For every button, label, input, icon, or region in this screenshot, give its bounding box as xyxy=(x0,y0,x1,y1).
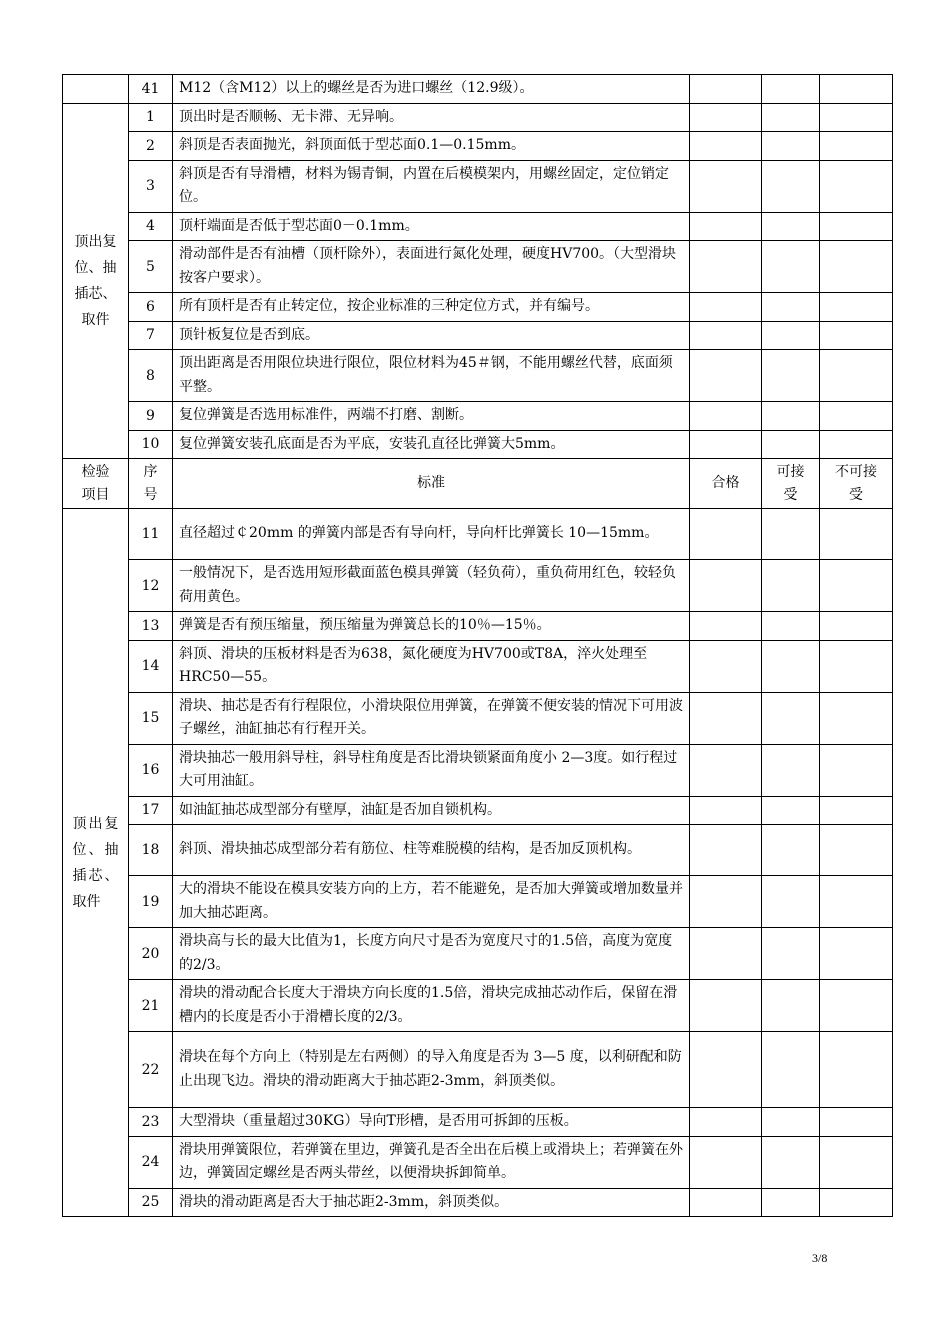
standard-text: 滑块高与长的最大比值为1，长度方向尺寸是否为宽度尺寸的1.5倍，高度为宽度的2/3。 xyxy=(173,928,690,980)
standard-text: 滑块在每个方向上（特别是左右两侧）的导入角度是否为 3—5 度，以利研配和防止出现飞边。滑块的滑动距离大于抽芯距2-3mm，斜顶类似。 xyxy=(173,1032,690,1108)
pass-checkbox-cell[interactable] xyxy=(690,241,762,293)
acceptable-checkbox-cell[interactable] xyxy=(762,350,820,402)
pass-checkbox-cell[interactable] xyxy=(690,640,762,692)
table-row xyxy=(63,160,893,212)
row-number: 8 xyxy=(129,350,173,402)
pass-checkbox-cell[interactable] xyxy=(690,928,762,980)
row-number: 18 xyxy=(129,825,173,876)
acceptable-checkbox-cell[interactable] xyxy=(762,293,820,322)
standard-text: 复位弹簧是否选用标准件，两端不打磨、割断。 xyxy=(173,402,690,431)
standard-text: 顶针板复位是否到底。 xyxy=(173,321,690,350)
unacceptable-checkbox-cell[interactable] xyxy=(820,321,893,350)
table-row xyxy=(63,928,893,980)
acceptable-checkbox-cell[interactable] xyxy=(762,1108,820,1137)
standard-text: 滑块、抽芯是否有行程限位，小滑块限位用弹簧，在弹簧不便安装的情况下可用波子螺丝，油缸抽芯有行程开关。 xyxy=(173,692,690,744)
unacceptable-checkbox-cell[interactable] xyxy=(820,1136,893,1188)
pass-checkbox-cell[interactable] xyxy=(690,402,762,431)
unacceptable-checkbox-cell[interactable] xyxy=(820,612,893,641)
acceptable-checkbox-cell[interactable] xyxy=(762,132,820,161)
table-header-row xyxy=(63,459,893,509)
inspection-item-cell xyxy=(63,509,129,1217)
unacceptable-checkbox-cell[interactable] xyxy=(820,132,893,161)
acceptable-checkbox-cell[interactable] xyxy=(762,876,820,928)
row-number: 6 xyxy=(129,293,173,322)
pass-checkbox-cell[interactable] xyxy=(690,825,762,876)
table-row xyxy=(63,350,893,402)
header-unacceptable-label: 不可接受 xyxy=(835,463,877,503)
header-pass-label: 合格 xyxy=(711,475,740,491)
row-number: 2 xyxy=(129,132,173,161)
row-number: 23 xyxy=(129,1108,173,1137)
pass-checkbox-cell[interactable] xyxy=(690,350,762,402)
standard-text: 大型滑块（重量超过30KG）导向T形槽，是否用可拆卸的压板。 xyxy=(173,1108,690,1137)
standard-text: M12（含M12）以上的螺丝是否为进口螺丝（12.9级）。 xyxy=(173,75,690,104)
standard-text: 一般情况下，是否选用短形截面蓝色模具弹簧（轻负荷），重负荷用红色，较轻负荷用黄色。 xyxy=(173,560,690,612)
acceptable-checkbox-cell[interactable] xyxy=(762,1188,820,1217)
pass-checkbox-cell[interactable] xyxy=(690,132,762,161)
row-number: 17 xyxy=(129,796,173,825)
pass-checkbox-cell[interactable] xyxy=(690,75,762,104)
acceptable-checkbox-cell[interactable] xyxy=(762,430,820,459)
header-pass xyxy=(690,459,762,509)
standard-text: 滑块用弹簧限位，若弹簧在里边，弹簧孔是否全出在后模上或滑块上；若弹簧在外边，弹簧固定螺丝是否两头带丝，以便滑块拆卸简单。 xyxy=(173,1136,690,1188)
pass-checkbox-cell[interactable] xyxy=(690,560,762,612)
row-number: 25 xyxy=(129,1188,173,1217)
acceptable-checkbox-cell[interactable] xyxy=(762,980,820,1032)
pass-checkbox-cell[interactable] xyxy=(690,876,762,928)
standard-text: 斜顶、滑块抽芯成型部分若有筋位、柱等难脱模的结构，是否加反顶机构。 xyxy=(173,825,690,876)
standard-text: 顶出距离是否用限位块进行限位，限位材料为45＃钢，不能用螺丝代替，底面须平整。 xyxy=(173,350,690,402)
standard-text: 顶杆端面是否低于型芯面0－0.1mm。 xyxy=(173,212,690,241)
unacceptable-checkbox-cell[interactable] xyxy=(820,1188,893,1217)
table-row xyxy=(63,241,893,293)
acceptable-checkbox-cell[interactable] xyxy=(762,1032,820,1108)
row-number: 5 xyxy=(129,241,173,293)
unacceptable-checkbox-cell[interactable] xyxy=(820,560,893,612)
table-row xyxy=(63,212,893,241)
standard-text: 弹簧是否有预压缩量，预压缩量为弹簧总长的10％—15％。 xyxy=(173,612,690,641)
pass-checkbox-cell[interactable] xyxy=(690,212,762,241)
pass-checkbox-cell[interactable] xyxy=(690,980,762,1032)
table-row xyxy=(63,796,893,825)
row-number: 22 xyxy=(129,1032,173,1108)
acceptable-checkbox-cell[interactable] xyxy=(762,241,820,293)
acceptable-checkbox-cell[interactable] xyxy=(762,560,820,612)
table-row xyxy=(63,103,893,132)
table-row xyxy=(63,1188,893,1217)
pass-checkbox-cell[interactable] xyxy=(690,1188,762,1217)
table-row xyxy=(63,293,893,322)
table-row xyxy=(63,612,893,641)
table-row xyxy=(63,321,893,350)
pass-checkbox-cell[interactable] xyxy=(690,509,762,560)
row-number: 24 xyxy=(129,1136,173,1188)
row-number: 14 xyxy=(129,640,173,692)
pass-checkbox-cell[interactable] xyxy=(690,1032,762,1108)
inspection-item-cell xyxy=(63,103,129,459)
unacceptable-checkbox-cell[interactable] xyxy=(820,928,893,980)
unacceptable-checkbox-cell[interactable] xyxy=(820,1108,893,1137)
pass-checkbox-cell[interactable] xyxy=(690,160,762,212)
standard-text: 大的滑块不能设在模具安装方向的上方，若不能避免，是否加大弹簧或增加数量并加大抽芯距离。 xyxy=(173,876,690,928)
inspection-item-cell xyxy=(63,75,129,104)
unacceptable-checkbox-cell[interactable] xyxy=(820,825,893,876)
pass-checkbox-cell[interactable] xyxy=(690,796,762,825)
table-row xyxy=(63,75,893,104)
pass-checkbox-cell[interactable] xyxy=(690,1108,762,1137)
row-number: 11 xyxy=(129,509,173,560)
row-number: 41 xyxy=(129,75,173,104)
acceptable-checkbox-cell[interactable] xyxy=(762,612,820,641)
header-standard-label: 标准 xyxy=(417,475,445,491)
unacceptable-checkbox-cell[interactable] xyxy=(820,402,893,431)
unacceptable-checkbox-cell[interactable] xyxy=(820,160,893,212)
row-number: 19 xyxy=(129,876,173,928)
pass-checkbox-cell[interactable] xyxy=(690,430,762,459)
row-number: 13 xyxy=(129,612,173,641)
acceptable-checkbox-cell[interactable] xyxy=(762,160,820,212)
acceptable-checkbox-cell[interactable] xyxy=(762,1136,820,1188)
standard-text: 滑动部件是否有油槽（顶杆除外），表面进行氮化处理，硬度HV700。（大型滑块按客户要求）。 xyxy=(173,241,690,293)
pass-checkbox-cell[interactable] xyxy=(690,293,762,322)
standard-text: 滑块的滑动距离是否大于抽芯距2-3mm，斜顶类似。 xyxy=(173,1188,690,1217)
table-row xyxy=(63,744,893,796)
unacceptable-checkbox-cell[interactable] xyxy=(820,1032,893,1108)
table-row xyxy=(63,692,893,744)
table-row xyxy=(63,560,893,612)
table-row xyxy=(63,1032,893,1108)
acceptable-checkbox-cell[interactable] xyxy=(762,796,820,825)
standard-text: 滑块的滑动配合长度大于滑块方向长度的1.5倍，滑块完成抽芯动作后，保留在滑槽内的长度是否小于滑槽长度的2/3。 xyxy=(173,980,690,1032)
inspection-item-label: 顶出复位、抽插芯、取件 xyxy=(74,233,117,328)
acceptable-checkbox-cell[interactable] xyxy=(762,103,820,132)
standard-text: 所有顶杆是否有止转定位，按企业标准的三种定位方式，并有编号。 xyxy=(173,293,690,322)
header-item-label: 检验项目 xyxy=(81,463,110,503)
acceptable-checkbox-cell[interactable] xyxy=(762,692,820,744)
pass-checkbox-cell[interactable] xyxy=(690,321,762,350)
header-acceptable-label: 可接受 xyxy=(776,463,805,503)
acceptable-checkbox-cell[interactable] xyxy=(762,825,820,876)
table-row xyxy=(63,132,893,161)
row-number: 10 xyxy=(129,430,173,459)
row-number: 20 xyxy=(129,928,173,980)
standard-text: 复位弹簧安装孔底面是否为平底，安装孔直径比弹簧大5mm。 xyxy=(173,430,690,459)
pass-checkbox-cell[interactable] xyxy=(690,612,762,641)
row-number: 15 xyxy=(129,692,173,744)
header-num-label: 序号 xyxy=(143,463,158,503)
acceptable-checkbox-cell[interactable] xyxy=(762,640,820,692)
unacceptable-checkbox-cell[interactable] xyxy=(820,75,893,104)
unacceptable-checkbox-cell[interactable] xyxy=(820,212,893,241)
acceptable-checkbox-cell[interactable] xyxy=(762,321,820,350)
acceptable-checkbox-cell[interactable] xyxy=(762,75,820,104)
row-number: 12 xyxy=(129,560,173,612)
standard-text: 滑块抽芯一般用斜导柱，斜导柱角度是否比滑块锁紧面角度小 2—3度。如行程过大可用油缸。 xyxy=(173,744,690,796)
standard-text: 斜顶、滑块的压板材料是否为638，氮化硬度为HV700或T8A，淬火处理至HRC50—55。 xyxy=(173,640,690,692)
table-row xyxy=(63,1136,893,1188)
unacceptable-checkbox-cell[interactable] xyxy=(820,692,893,744)
row-number: 3 xyxy=(129,160,173,212)
unacceptable-checkbox-cell[interactable] xyxy=(820,241,893,293)
page-number: 3/8 xyxy=(812,1251,828,1265)
unacceptable-checkbox-cell[interactable] xyxy=(820,293,893,322)
acceptable-checkbox-cell[interactable] xyxy=(762,928,820,980)
standard-text: 如油缸抽芯成型部分有壁厚，油缸是否加自锁机构。 xyxy=(173,796,690,825)
header-acceptable xyxy=(762,459,820,509)
table-row xyxy=(63,1108,893,1137)
acceptable-checkbox-cell[interactable] xyxy=(762,509,820,560)
table-row xyxy=(63,876,893,928)
row-number: 16 xyxy=(129,744,173,796)
row-number: 1 xyxy=(129,103,173,132)
acceptable-checkbox-cell[interactable] xyxy=(762,212,820,241)
table-row xyxy=(63,509,893,560)
unacceptable-checkbox-cell[interactable] xyxy=(820,350,893,402)
unacceptable-checkbox-cell[interactable] xyxy=(820,876,893,928)
acceptable-checkbox-cell[interactable] xyxy=(762,402,820,431)
unacceptable-checkbox-cell[interactable] xyxy=(820,980,893,1032)
table-row xyxy=(63,640,893,692)
header-item xyxy=(63,459,129,509)
header-standard xyxy=(173,459,690,509)
row-number: 9 xyxy=(129,402,173,431)
acceptable-checkbox-cell[interactable] xyxy=(762,744,820,796)
table-row xyxy=(63,402,893,431)
unacceptable-checkbox-cell[interactable] xyxy=(820,103,893,132)
standard-text: 斜顶是否表面抛光，斜顶面低于型芯面0.1—0.15mm。 xyxy=(173,132,690,161)
unacceptable-checkbox-cell[interactable] xyxy=(820,744,893,796)
header-num xyxy=(129,459,173,509)
row-number: 21 xyxy=(129,980,173,1032)
standard-text: 直径超过￠20mm 的弹簧内部是否有导向杆，导向杆比弹簧长 10—15mm。 xyxy=(173,509,690,560)
pass-checkbox-cell[interactable] xyxy=(690,744,762,796)
standard-text: 斜顶是否有导滑槽，材料为锡青铜，内置在后模模架内，用螺丝固定，定位销定位。 xyxy=(173,160,690,212)
unacceptable-checkbox-cell[interactable] xyxy=(820,640,893,692)
table-row xyxy=(63,825,893,876)
unacceptable-checkbox-cell[interactable] xyxy=(820,509,893,560)
pass-checkbox-cell[interactable] xyxy=(690,692,762,744)
inspection-item-label: 顶出复位、抽插芯、取件 xyxy=(72,815,119,910)
pass-checkbox-cell[interactable] xyxy=(690,103,762,132)
row-number: 4 xyxy=(129,212,173,241)
table-row xyxy=(63,980,893,1032)
inspection-table xyxy=(62,74,893,1217)
header-unacceptable xyxy=(820,459,893,509)
table-row xyxy=(63,430,893,459)
standard-text: 顶出时是否顺畅、无卡滞、无异响。 xyxy=(173,103,690,132)
unacceptable-checkbox-cell[interactable] xyxy=(820,430,893,459)
row-number: 7 xyxy=(129,321,173,350)
pass-checkbox-cell[interactable] xyxy=(690,1136,762,1188)
unacceptable-checkbox-cell[interactable] xyxy=(820,796,893,825)
